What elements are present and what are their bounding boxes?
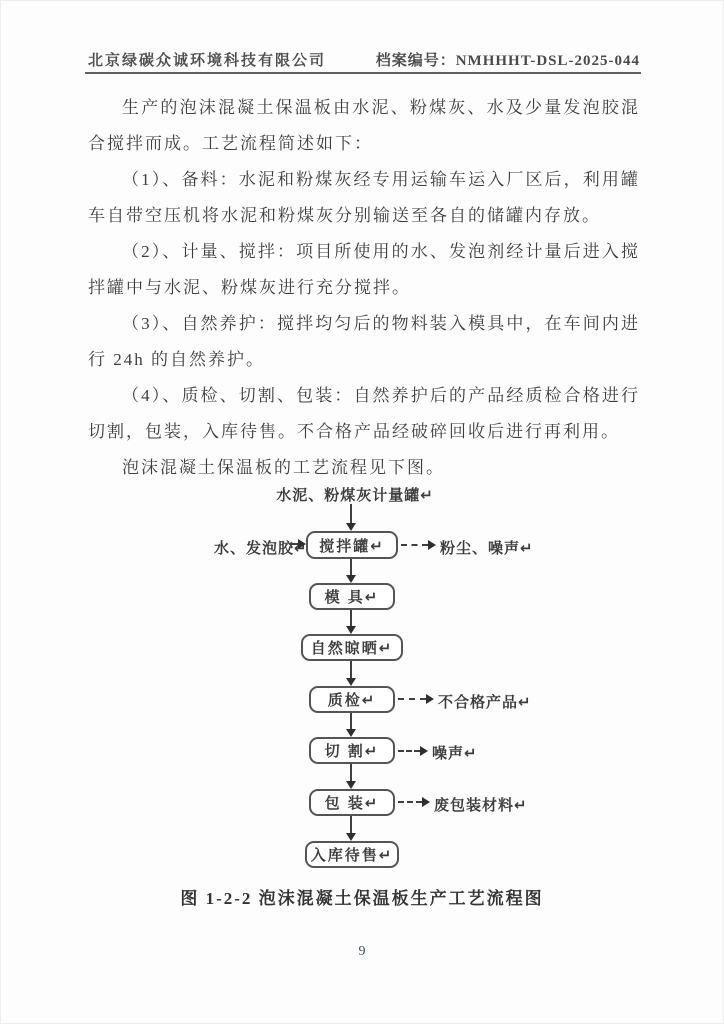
paragraph-step4: （4）、质检、切割、包装：自然养护后的产品经质检合格进行切割，包装，入库待售。不合格产品经破碎回收后进行再利用。 [88,386,640,441]
header-company-name: 北京绿碳众诚环境科技有限公司 [88,53,327,69]
flow-node-mold: 模 具↵ [309,583,395,610]
arrowhead-down-1 [346,523,356,531]
flow-node-warehouse: 入库待售↵ [305,841,399,868]
arrow-down-2 [350,559,352,575]
flow-output-dust-noise-label: 粉尘、噪声↵ [440,540,534,557]
arrow-down-3 [350,610,352,626]
arrowhead-down-3 [346,626,356,634]
arrow-dashed-waste-packaging [398,801,422,803]
arrowhead-down-6 [346,781,356,789]
flow-node-metering-tank-label: 水泥、粉煤灰计量罐↵ [276,487,434,504]
arrowhead-down-4 [346,678,356,686]
flow-node-mixing-tank: 搅拌罐↵ [306,531,398,559]
flow-output-waste-packaging-label: 废包装材料↵ [434,797,528,814]
flow-node-natural-drying: 自然晾晒↵ [301,634,403,661]
arrow-dashed-dust-noise [401,544,428,546]
arrow-down-7 [350,816,352,833]
arrow-down-6 [350,764,352,781]
header-archive-number: 档案编号：NMHHHT-DSL-2025-044 [375,53,640,69]
flow-node-quality-check: 质检↵ [309,686,395,713]
arrow-dashed-noise [398,750,420,752]
paragraph-figure-intro: 泡沫混凝土保温板的工艺流程见下图。 [122,458,445,477]
paragraph-step2: （2）、计量、搅拌：项目所使用的水、发泡剂经计量后进入搅拌罐中与水泥、粉煤灰进行充分搅拌。 [88,242,640,297]
arrowhead-down-5 [346,729,356,737]
arrow-down-4 [350,661,352,678]
arrowhead-down-2 [346,575,356,583]
paragraph-step3: （3）、自然养护：搅拌均匀后的物料装入模具中，在车间内进行 24h 的自然养护。 [88,314,640,369]
arrowhead-waste-packaging [422,797,430,807]
arrow-down-1 [350,504,352,523]
flow-node-cutting: 切 割↵ [309,737,395,764]
paragraph-intro: 生产的泡沫混凝土保温板由水泥、粉煤灰、水及少量发泡胶混合搅拌而成。工艺流程简述如下： [88,98,640,153]
paragraph-step1: （1）、备料：水泥和粉煤灰经专用运输车运入厂区后，利用罐车自带空压机将水泥和粉煤灰分别输送至各自的储罐内存放。 [88,170,640,225]
header-rule [85,72,641,74]
flow-output-noise-label: 噪声↵ [432,745,478,762]
flow-input-water-foaming-label: 水、发泡胶↵ [214,540,308,557]
arrow-down-5 [350,713,352,729]
arrowhead-right-input [298,539,306,549]
arrow-right-input-line [290,543,299,545]
arrowhead-noise [420,746,428,756]
arrow-dashed-rejects [398,698,426,700]
flow-output-rejects-label: 不合格产品↵ [438,694,532,711]
arrowhead-down-7 [346,833,356,841]
body-text [88,90,640,486]
arrowhead-dust-noise [428,540,436,550]
flow-node-packing: 包 装↵ [309,789,395,816]
page-number: 9 [358,944,366,959]
figure-caption: 图 1-2-2 泡沫混凝土保温板生产工艺流程图 [180,889,544,908]
arrowhead-rejects [426,694,434,704]
